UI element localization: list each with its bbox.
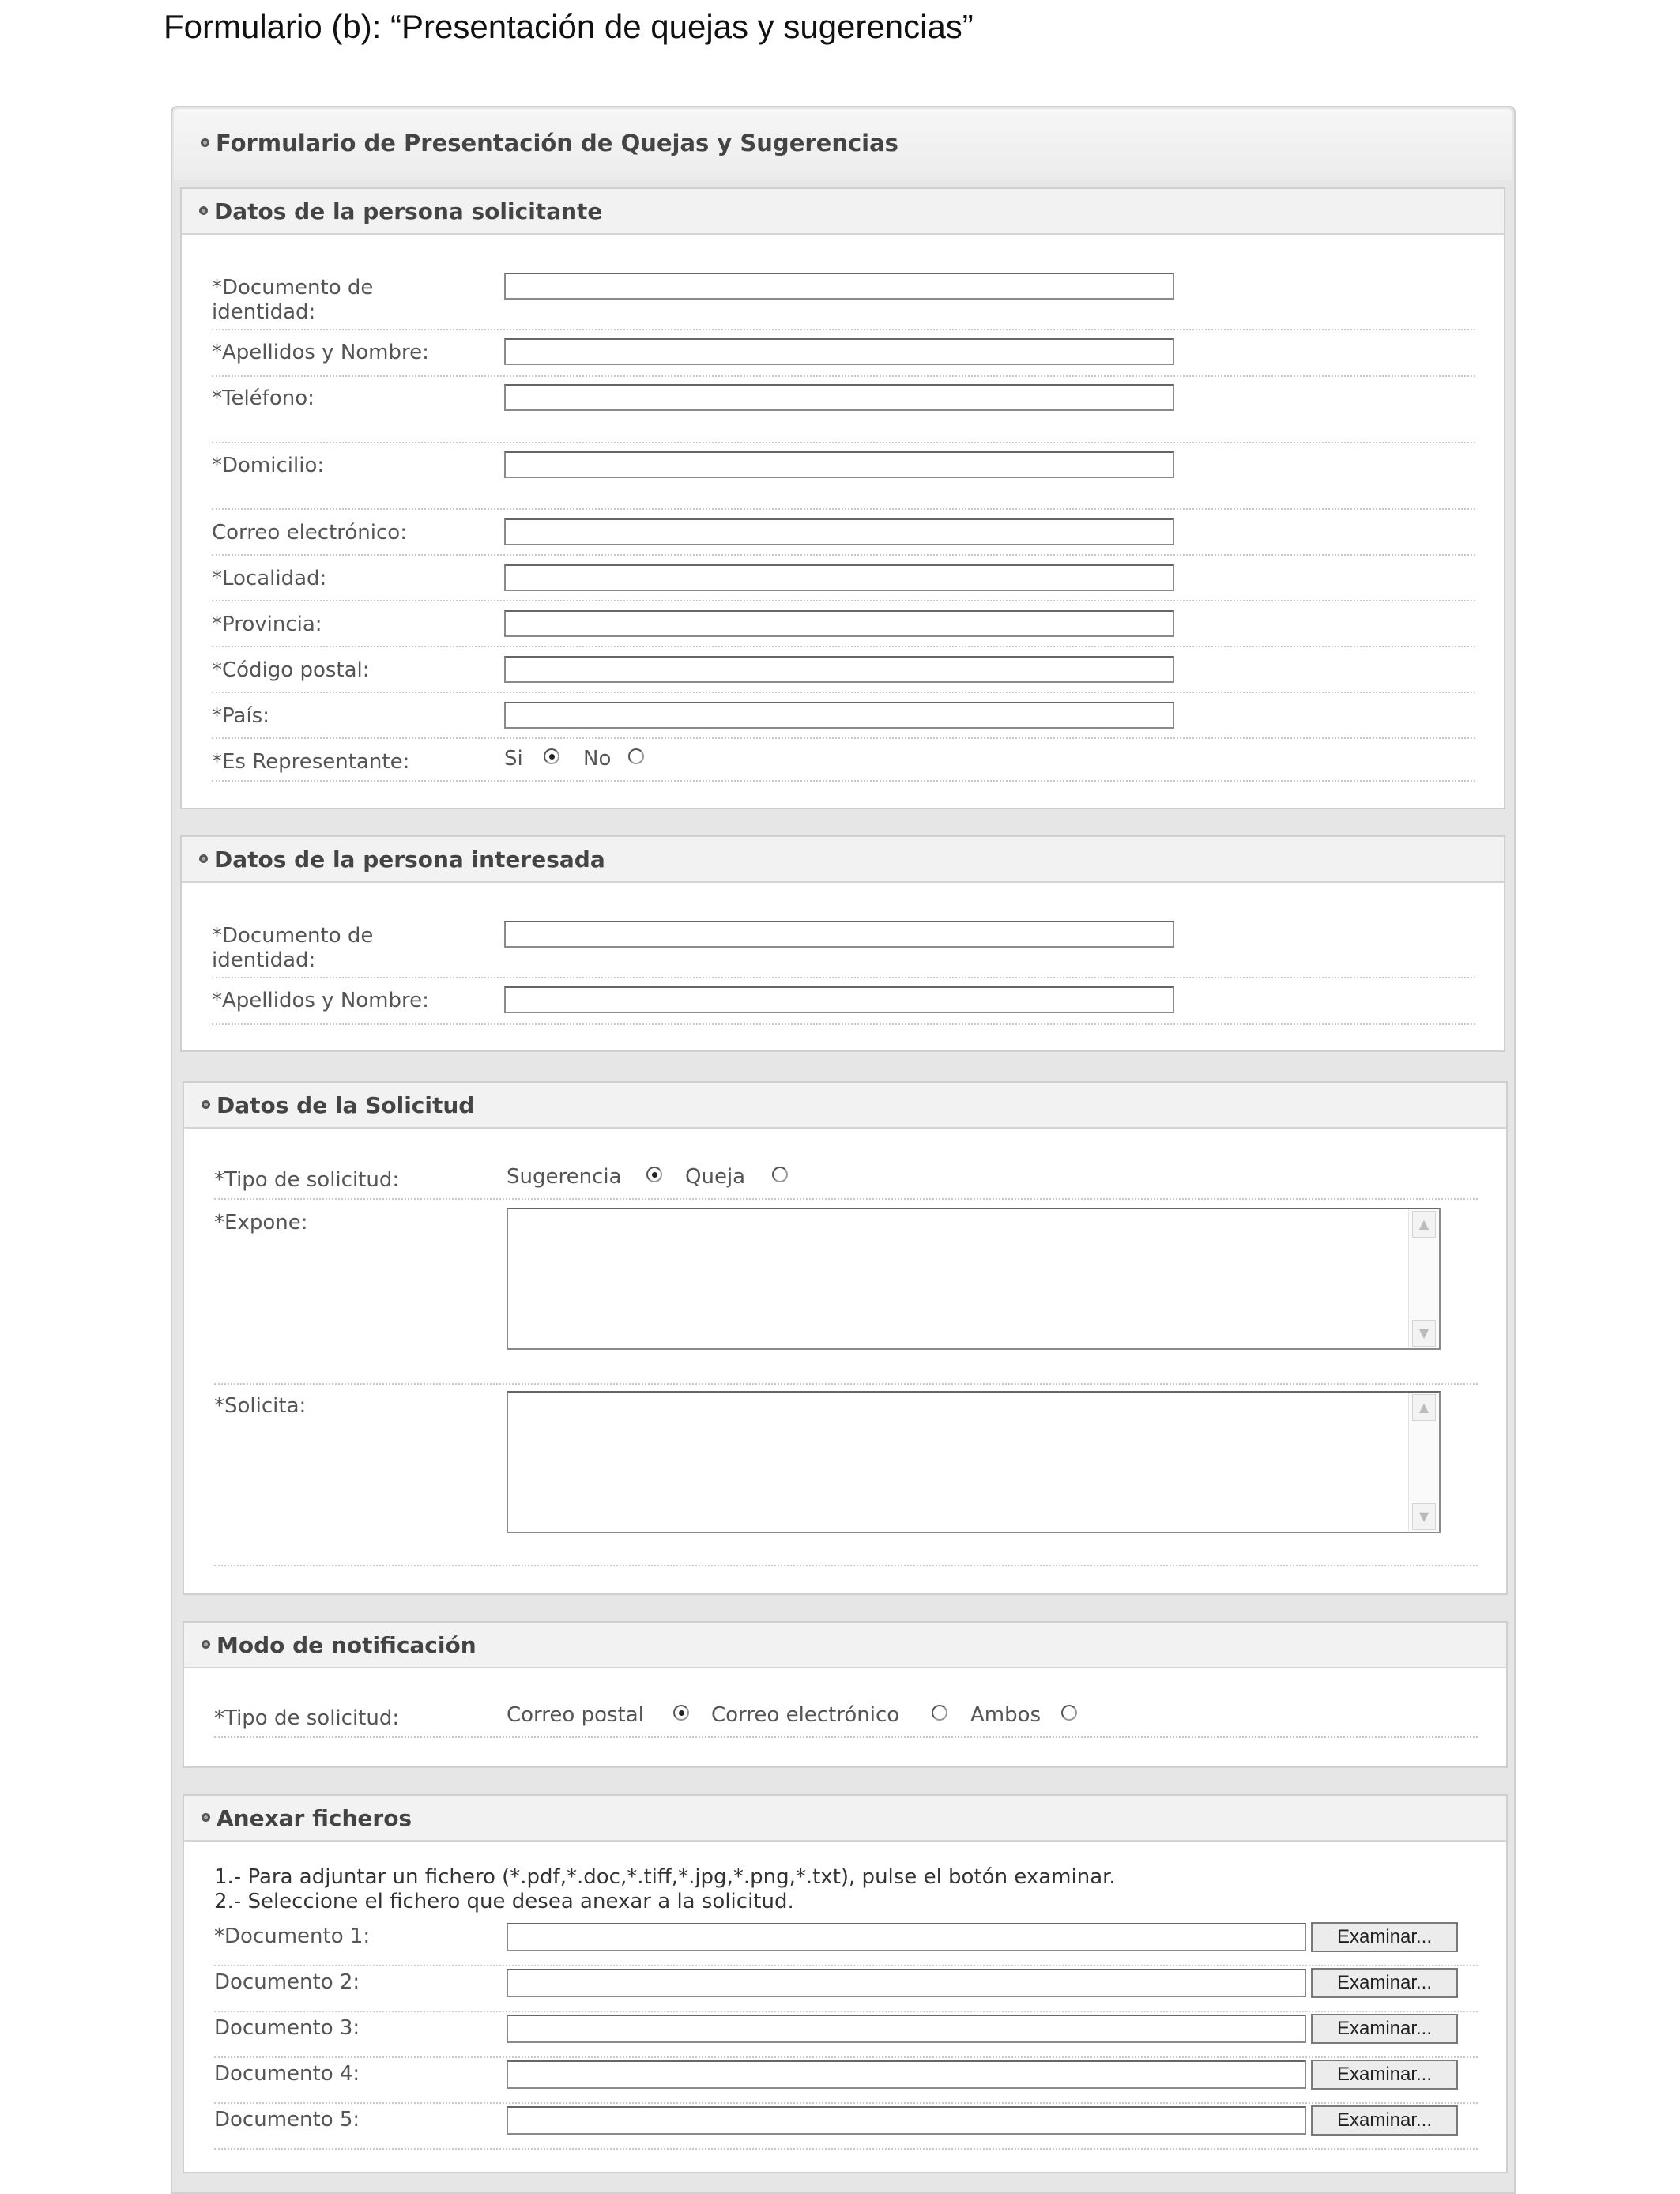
- label-documento: *Documento de identidad:: [212, 924, 374, 972]
- label-solicita: *Solicita:: [214, 1394, 307, 1418]
- label-documento-5: Documento 5:: [214, 2108, 360, 2132]
- divider: [212, 646, 1475, 647]
- divider: [214, 1965, 1478, 1966]
- divider: [212, 554, 1475, 556]
- radio-label-si: Si: [504, 747, 523, 771]
- label-correo: Correo electrónico:: [212, 521, 407, 545]
- section-title-text: Datos de la Solicitud: [217, 1092, 475, 1118]
- radio-si[interactable]: [544, 748, 559, 764]
- examinar-button-2[interactable]: Examinar...: [1311, 1968, 1458, 1998]
- divider: [214, 2056, 1478, 2058]
- instruction-1: 1.- Para adjuntar un fichero (*.pdf,*.doc,*.tiff,*.jpg,*.png,*.txt), pulse el botón examinar.: [214, 1865, 1116, 1889]
- label-documento-2: Documento 2:: [214, 1970, 360, 1994]
- label-pais: *País:: [212, 704, 269, 728]
- divider: [212, 375, 1475, 377]
- section-title: [199, 198, 602, 224]
- label-expone: *Expone:: [214, 1211, 308, 1235]
- radio-label-correo-postal: Correo postal: [507, 1703, 644, 1727]
- documento-input[interactable]: [504, 273, 1174, 300]
- file-input-3[interactable]: [507, 2015, 1306, 2043]
- radio-queja[interactable]: [772, 1167, 788, 1182]
- section-solicitante: [180, 187, 1505, 809]
- scroll-up-icon[interactable]: ▲: [1412, 1211, 1436, 1238]
- scroll-up-icon[interactable]: ▲: [1412, 1394, 1436, 1421]
- section-title: [199, 846, 605, 873]
- page-caption: Formulario (b): “Presentación de quejas y sugerencias”: [164, 8, 974, 45]
- section-header: [182, 189, 1504, 235]
- radio-label-correo-electronico: Correo electrónico: [711, 1703, 900, 1727]
- divider: [214, 1736, 1478, 1738]
- telefono-input[interactable]: [504, 384, 1174, 411]
- codigo-postal-input[interactable]: [504, 656, 1174, 683]
- examinar-button-4[interactable]: Examinar...: [1311, 2060, 1458, 2090]
- label-tipo-notificacion: *Tipo de solicitud:: [214, 1706, 400, 1730]
- radio-correo-postal[interactable]: [673, 1705, 689, 1721]
- solicita-textarea[interactable]: [507, 1391, 1441, 1533]
- label-codigo-postal: *Código postal:: [212, 658, 370, 682]
- divider: [214, 2011, 1478, 2012]
- bullet-icon: [202, 1640, 210, 1649]
- label-representante: *Es Representante:: [212, 750, 410, 774]
- form-title-text: Formulario de Presentación de Quejas y Sugerencias: [216, 130, 898, 156]
- divider: [214, 1383, 1478, 1385]
- divider: [212, 692, 1475, 693]
- scroll-down-icon[interactable]: ▼: [1412, 1320, 1436, 1347]
- divider: [212, 780, 1475, 782]
- radio-label-no: No: [583, 747, 612, 771]
- divider: [214, 2148, 1478, 2150]
- form-header: [174, 109, 1512, 180]
- divider: [214, 1198, 1478, 1200]
- file-input-4[interactable]: [507, 2060, 1306, 2089]
- localidad-input[interactable]: [504, 564, 1174, 591]
- label-tipo-solicitud: *Tipo de solicitud:: [214, 1168, 400, 1192]
- label-telefono: *Teléfono:: [212, 386, 315, 410]
- scroll-down-icon[interactable]: ▼: [1412, 1503, 1436, 1530]
- radio-label-ambos: Ambos: [970, 1703, 1042, 1727]
- radio-ambos[interactable]: [1061, 1705, 1077, 1721]
- section-header: [184, 1083, 1506, 1129]
- section-title-text: Datos de la persona interesada: [214, 846, 605, 873]
- instruction-2: 2.- Seleccione el fichero que desea anexar a la solicitud.: [214, 1890, 794, 1913]
- section-notificacion: [183, 1621, 1508, 1768]
- label-provincia: *Provincia:: [212, 613, 322, 636]
- label-documento: *Documento de identidad:: [212, 276, 374, 324]
- divider: [214, 1565, 1478, 1566]
- examinar-button-5[interactable]: Examinar...: [1311, 2105, 1458, 2136]
- file-input-1[interactable]: [507, 1923, 1306, 1951]
- label-domicilio: *Domicilio:: [212, 454, 325, 477]
- section-title-text: Datos de la persona solicitante: [214, 198, 603, 224]
- provincia-input[interactable]: [504, 610, 1174, 637]
- file-input-5[interactable]: [507, 2106, 1306, 2135]
- divider: [212, 977, 1475, 978]
- bullet-icon: [201, 138, 209, 147]
- apellidos-interesada-input[interactable]: [504, 986, 1174, 1013]
- section-title: [202, 1092, 474, 1118]
- divider: [212, 737, 1475, 739]
- pais-input[interactable]: [504, 702, 1174, 729]
- examinar-button-3[interactable]: Examinar...: [1311, 2014, 1458, 2044]
- form-title: [201, 130, 898, 156]
- section-interesada: [180, 835, 1505, 1052]
- divider: [212, 329, 1475, 330]
- label-apellidos: *Apellidos y Nombre:: [212, 341, 429, 364]
- bullet-icon: [199, 854, 208, 863]
- scrollbar[interactable]: [1408, 1209, 1439, 1348]
- file-input-2[interactable]: [507, 1969, 1306, 1997]
- radio-sugerencia[interactable]: [646, 1167, 662, 1182]
- bullet-icon: [202, 1813, 210, 1822]
- documento-interesada-input[interactable]: [504, 921, 1174, 948]
- divider: [214, 2102, 1478, 2104]
- scrollbar[interactable]: [1408, 1393, 1439, 1532]
- divider: [212, 1023, 1475, 1025]
- radio-label-queja: Queja: [685, 1165, 746, 1189]
- label-documento-1: *Documento 1:: [214, 1924, 371, 1948]
- section-anexar: [183, 1794, 1508, 2173]
- correo-input[interactable]: [504, 518, 1174, 545]
- section-header: [184, 1623, 1506, 1668]
- bullet-icon: [199, 206, 208, 215]
- label-apellidos: *Apellidos y Nombre:: [212, 989, 429, 1012]
- section-title: [202, 1805, 412, 1831]
- radio-correo-electronico[interactable]: [932, 1705, 947, 1721]
- label-localidad: *Localidad:: [212, 567, 327, 590]
- label-documento-4: Documento 4:: [214, 2062, 360, 2086]
- section-solicitud: [183, 1081, 1508, 1595]
- section-header: [182, 837, 1504, 883]
- divider: [212, 442, 1475, 443]
- expone-textarea[interactable]: [507, 1208, 1441, 1350]
- bullet-icon: [202, 1100, 210, 1109]
- section-title-text: Modo de notificación: [217, 1632, 477, 1658]
- apellidos-input[interactable]: [504, 338, 1174, 365]
- label-documento-3: Documento 3:: [214, 2016, 360, 2040]
- section-title: [202, 1632, 477, 1658]
- divider: [212, 508, 1475, 510]
- section-header: [184, 1796, 1506, 1842]
- radio-label-sugerencia: Sugerencia: [507, 1165, 622, 1189]
- examinar-button-1[interactable]: Examinar...: [1311, 1922, 1458, 1952]
- divider: [212, 600, 1475, 601]
- domicilio-input[interactable]: [504, 451, 1174, 478]
- section-title-text: Anexar ficheros: [217, 1805, 412, 1831]
- radio-no[interactable]: [628, 748, 644, 764]
